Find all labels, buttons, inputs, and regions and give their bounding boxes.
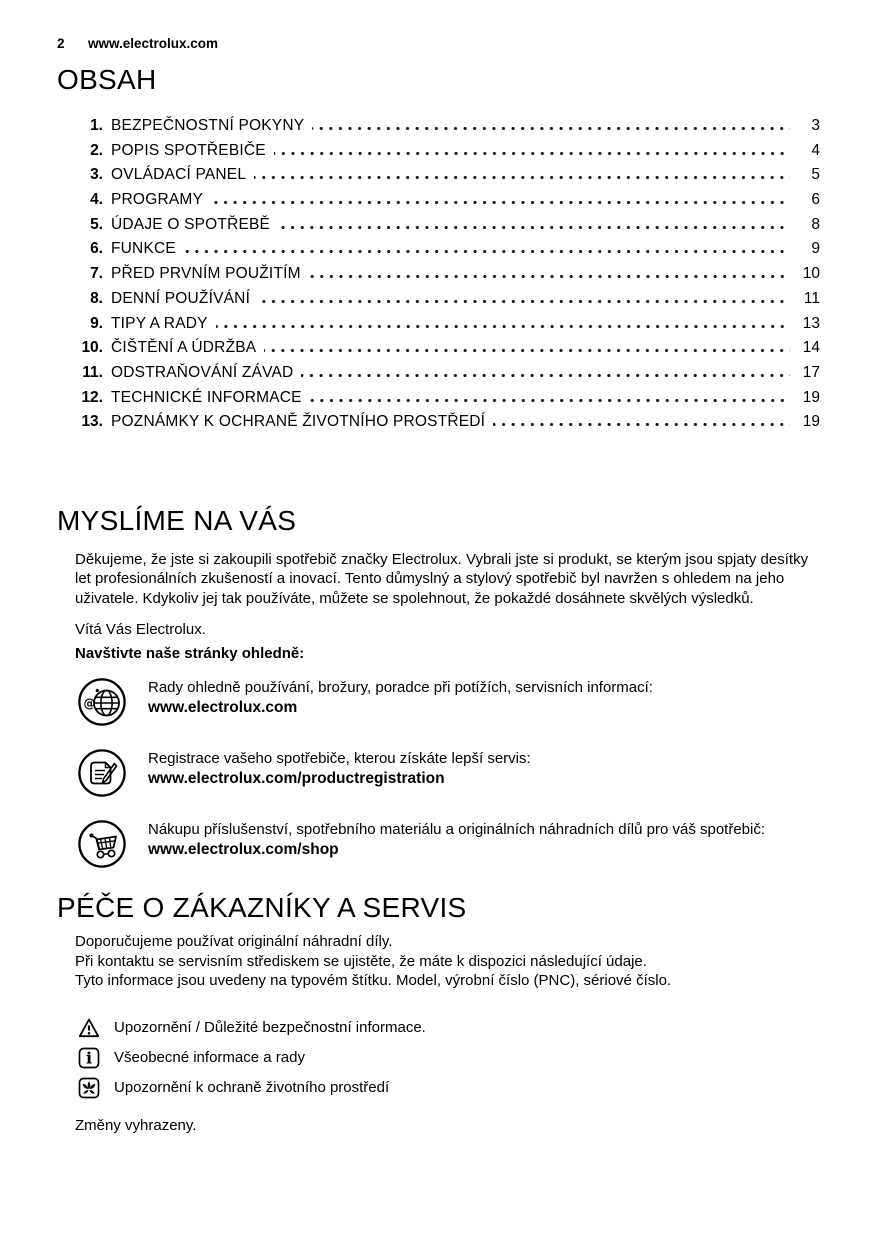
- care-line: Při kontaktu se servisním střediskem se ujistěte, že máte k dispozici následující údaje.: [75, 952, 647, 970]
- dot-leader: [184, 250, 790, 253]
- toc-entry-label: BEZPEČNOSTNÍ POKYNY: [111, 117, 305, 134]
- notice-item: [77, 1073, 875, 1103]
- intro-paragraph: Děkujeme, že jste si zakoupili spotřebič značky Electrolux. Vybrali jste si produkt, se kterým jsou spjaty desítky let profesionálních zkušeností a inovací. Tento důmyslný a stylový spotřebič byl navržen s ohledem na jeho uživatele. Kdykoliv jej tak používáte, můžete se spolehnout, že pokaždé dosáhnete skvělých výsledků.: [75, 550, 809, 607]
- toc-entry-label: ČIŠTĚNÍ A ÚDRŽBA: [111, 339, 257, 357]
- svg-text:i: i: [85, 1048, 93, 1068]
- toc-entry-page: 4: [811, 141, 820, 159]
- table-of-contents: [57, 117, 820, 438]
- toc-entry[interactable]: [57, 413, 820, 438]
- toc-entry[interactable]: [57, 117, 820, 142]
- dot-leader: [264, 349, 790, 352]
- dot-leader: [258, 300, 790, 303]
- toc-entry-number: 9.: [90, 314, 103, 332]
- notice-item: [77, 1043, 875, 1073]
- notice-item: [77, 1013, 875, 1043]
- toc-entry[interactable]: [57, 315, 820, 340]
- toc-entry-label: FUNKCE: [111, 240, 176, 258]
- notice-text: Upozornění k ochraně životního prostředí: [114, 1079, 390, 1097]
- resource-description: Registrace vašeho spotřebiče, kterou získáte lepší servis:: [148, 750, 531, 768]
- resource-item: [77, 677, 820, 727]
- toc-entry-label: PŘED PRVNÍM POUŽITÍM: [111, 265, 301, 283]
- shop-cart-icon: [77, 819, 127, 869]
- toc-entry-number: 4.: [90, 191, 103, 209]
- toc-entry-page: 19: [802, 413, 820, 431]
- toc-title: OBSAH: [57, 64, 157, 95]
- toc-entry-page: 13: [802, 314, 820, 332]
- toc-entry-number: 6.: [90, 240, 103, 258]
- toc-entry-number: 13.: [81, 413, 103, 431]
- resource-description: Nákupu příslušenství, spotřebního materiálu a originálních náhradních dílů pro váš spotřebič:: [148, 821, 766, 839]
- notice-list: [77, 1013, 875, 1103]
- welcome-line: Vítá Vás Electrolux.: [75, 621, 206, 639]
- header-site-url: www.electrolux.com: [88, 36, 219, 51]
- toc-entry-page: 19: [802, 388, 820, 406]
- page-number: 2: [57, 36, 65, 51]
- toc-entry-number: 12.: [81, 388, 103, 406]
- resource-list: [77, 677, 820, 869]
- resource-text-block: [148, 748, 531, 788]
- toc-entry-page: 5: [811, 166, 820, 184]
- toc-entry[interactable]: [57, 290, 820, 315]
- toc-entry-number: 8.: [90, 289, 103, 307]
- toc-entry-page: 9: [811, 240, 820, 258]
- care-paragraph: [75, 932, 820, 991]
- resource-description: Rady ohledně používání, brožury, poradce při potížích, servisních informací:: [148, 679, 653, 697]
- toc-entry-number: 3.: [90, 166, 103, 184]
- toc-entry[interactable]: [57, 191, 820, 216]
- toc-entry-label: PROGRAMY: [111, 191, 204, 209]
- resource-url[interactable]: www.electrolux.com/shop: [148, 840, 339, 858]
- toc-entry-page: 8: [811, 215, 820, 233]
- toc-entry-page: 17: [802, 363, 820, 381]
- resource-text-block: [148, 819, 765, 859]
- info-icon: [77, 1046, 101, 1070]
- dot-leader: [278, 226, 790, 229]
- toc-entry-label: TECHNICKÉ INFORMACE: [111, 388, 302, 406]
- dot-leader: [301, 374, 790, 377]
- dot-leader: [309, 275, 790, 278]
- warning-icon: [77, 1016, 101, 1040]
- dot-leader: [312, 127, 790, 130]
- toc-entry-number: 10.: [81, 339, 103, 357]
- we-think-title: MYSLÍME NA VÁS: [57, 504, 297, 536]
- visit-line: Navštivte naše stránky ohledně:: [75, 644, 305, 662]
- toc-entry-label: ODSTRAŇOVÁNÍ ZÁVAD: [111, 363, 294, 381]
- toc-entry-number: 2.: [90, 141, 103, 159]
- toc-entry-number: 11.: [82, 363, 103, 381]
- toc-entry-page: 10: [802, 265, 820, 283]
- toc-entry-label: TIPY A RADY: [111, 314, 208, 332]
- toc-entry-number: 1.: [90, 117, 103, 134]
- toc-entry-label: OVLÁDACÍ PANEL: [111, 166, 247, 184]
- care-line: Tyto informace jsou uvedeny na typovém štítku. Model, výrobní číslo (PNC), sériové číslo.: [75, 972, 672, 990]
- notice-text: Všeobecné informace a rady: [114, 1049, 305, 1067]
- changes-reserved-note: Změny vyhrazeny.: [75, 1116, 197, 1134]
- toc-entry[interactable]: [57, 142, 820, 167]
- toc-entry[interactable]: [57, 166, 820, 191]
- globe-at-icon: [77, 677, 127, 727]
- dot-leader: [274, 152, 790, 155]
- dot-leader: [216, 325, 790, 328]
- toc-entry-number: 7.: [90, 265, 103, 283]
- toc-entry[interactable]: [57, 389, 820, 414]
- resource-text-block: [148, 677, 653, 717]
- toc-entry-page: 6: [811, 191, 820, 209]
- toc-entry[interactable]: [57, 240, 820, 265]
- toc-entry-page: 14: [802, 339, 820, 357]
- page-header: [57, 0, 875, 51]
- dot-leader: [211, 201, 790, 204]
- product-registration-icon: [77, 748, 127, 798]
- eco-icon: [77, 1076, 101, 1100]
- resource-item: [77, 748, 820, 798]
- toc-entry[interactable]: [57, 339, 820, 364]
- care-title: PÉČE O ZÁKAZNÍKY A SERVIS: [57, 892, 467, 924]
- toc-entry-number: 5.: [90, 215, 103, 233]
- notice-text: Upozornění / Důležité bezpečnostní informace.: [114, 1019, 426, 1037]
- toc-entry-label: DENNÍ POUŽÍVÁNÍ: [111, 289, 251, 307]
- resource-url[interactable]: www.electrolux.com/productregistration: [148, 769, 445, 787]
- svg-text:@: @: [83, 696, 96, 711]
- toc-entry-label: ÚDAJE O SPOTŘEBĚ: [111, 215, 271, 233]
- resource-url[interactable]: www.electrolux.com: [148, 698, 298, 716]
- toc-entry[interactable]: [57, 364, 820, 389]
- care-line: Doporučujeme používat originální náhradní díly.: [75, 933, 393, 951]
- toc-entry[interactable]: [57, 265, 820, 290]
- dot-leader: [310, 399, 790, 402]
- toc-entry-label: POZNÁMKY K OCHRANĚ ŽIVOTNÍHO PROSTŘEDÍ: [111, 413, 486, 431]
- resource-item: [77, 819, 820, 869]
- toc-entry-label: POPIS SPOTŘEBIČE: [111, 141, 266, 159]
- toc-entry[interactable]: [57, 216, 820, 241]
- toc-entry-page: 11: [803, 289, 820, 307]
- dot-leader: [493, 423, 790, 426]
- toc-entry-page: 3: [811, 117, 820, 134]
- dot-leader: [254, 176, 790, 179]
